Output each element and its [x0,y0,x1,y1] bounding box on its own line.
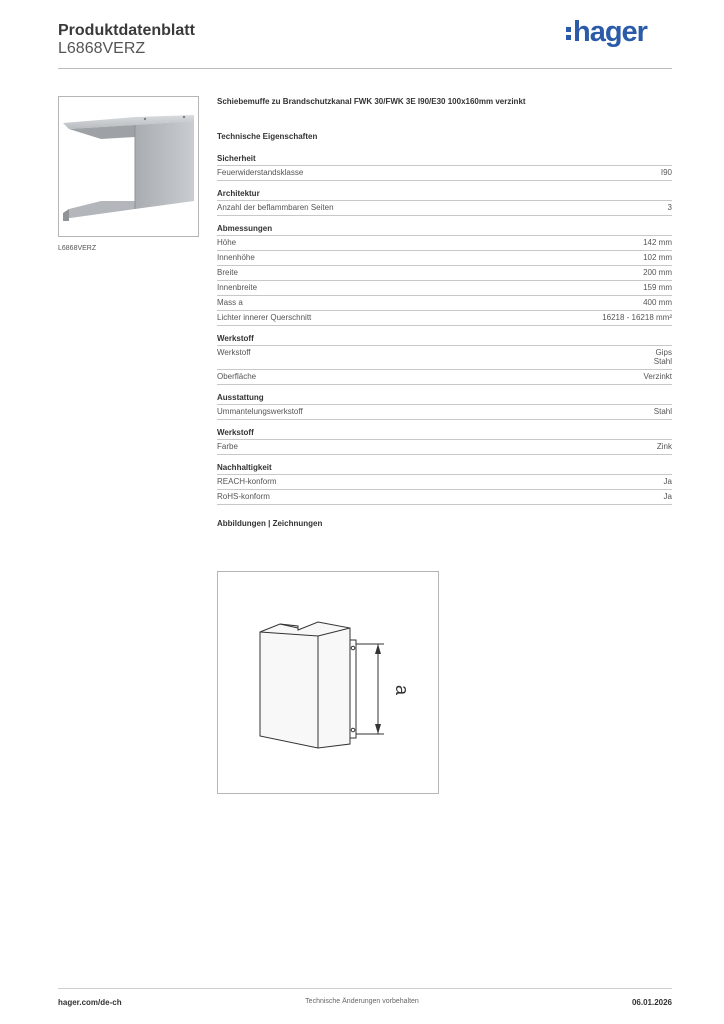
spec-value [602,313,672,322]
spec-label: Anzahl der beflammbaren Seiten [217,203,334,212]
spec-section [217,224,672,326]
spec-label: Lichter innerer Querschnitt [217,313,312,322]
spec-label: Mass a [217,298,243,307]
brand-logo[interactable] [566,16,647,49]
spec-row [217,236,672,251]
spec-value-line: Gips [655,348,672,357]
spec-value-line: Ja [663,477,672,486]
spec-value-line: 142 mm [643,238,672,247]
spec-value [643,283,672,292]
footer-date: 06.01.2026 [631,998,672,1007]
spec-label: Feuerwiderstandsklasse [217,168,304,177]
spec-label: Innenhöhe [217,253,255,262]
spec-label: Höhe [217,238,237,247]
spec-value-line: 200 mm [643,268,672,277]
logo-dots-icon [566,24,571,43]
spec-value [664,492,672,501]
page-title: Produktdatenblatt [58,22,195,39]
tech-properties-title: Technische Eigenschaften [217,132,318,141]
spec-section-title: Nachhaltigkeit [217,463,672,475]
spec-value-line: 159 mm [643,283,672,292]
spec-value-line: Stahl [653,407,672,416]
spec-value [654,407,672,416]
spec-section [217,154,672,181]
spec-section-title: Abmessungen [217,224,672,236]
spec-label: Ummantelungswerkstoff [217,407,303,416]
spec-value [664,477,672,486]
spec-row [217,251,672,266]
spec-section-title: Architektur [217,189,672,201]
spec-section [217,393,672,420]
spec-value-line: 102 mm [643,253,672,262]
spec-value-line: 16218 - 16218 mm² [602,313,672,322]
spec-row [217,296,672,311]
spec-section-title: Werkstoff [217,334,672,346]
spec-row [217,311,672,326]
spec-row [217,475,672,490]
spec-section [217,189,672,216]
spec-value [661,168,672,177]
spec-value [657,442,672,451]
spec-label: Werkstoff [217,348,251,357]
spec-value-line: Ja [663,492,672,501]
spec-row [217,490,672,505]
spec-label: Innenbreite [217,283,258,292]
spec-row [217,405,672,420]
product-photo [58,96,199,237]
technical-drawing [217,571,439,794]
spec-label: Farbe [217,442,238,451]
header-divider [58,68,672,69]
spec-row [217,440,672,455]
spec-row [217,370,672,385]
product-photo-image [59,97,198,236]
spec-sections [217,154,672,505]
spec-row [217,266,672,281]
product-description: Schiebemuffe zu Brandschutzkanal FWK 30/FWK 3E I90/E30 100x160mm verzinkt [217,97,526,106]
spec-value-line: 400 mm [643,298,672,307]
spec-section-title: Werkstoff [217,428,672,440]
footer-divider [58,988,672,989]
spec-row [217,201,672,216]
spec-value [643,268,672,277]
spec-label: Breite [217,268,238,277]
spec-value-line: I90 [660,168,672,177]
spec-value [643,238,672,247]
technical-drawing-image [218,572,438,793]
spec-label: RoHS-konform [217,492,270,501]
spec-value-line: 3 [667,203,672,212]
spec-section [217,334,672,385]
spec-row [217,281,672,296]
spec-value [654,348,672,366]
spec-label: REACH-konform [217,477,277,486]
logo-text: hager [573,16,647,48]
spec-value-line: Verzinkt [643,372,672,381]
spec-value [643,298,672,307]
product-code: L6868VERZ [58,40,146,57]
dimension-label: a [392,684,412,696]
spec-value [644,372,672,381]
spec-section [217,463,672,505]
footer-website-link[interactable]: hager.com/de-ch [58,998,122,1007]
photo-caption: L6868VERZ [58,245,97,252]
spec-label: Oberfläche [217,372,257,381]
spec-section-title: Sicherheit [217,154,672,166]
spec-value [668,203,672,212]
spec-row [217,346,672,370]
main-content [217,97,672,528]
spec-row [217,166,672,181]
spec-section-title: Ausstattung [217,393,672,405]
spec-value-line: Zink [656,442,672,451]
spec-value-line: Stahl [653,357,672,366]
spec-value [643,253,672,262]
footer-disclaimer: Technische Änderungen vorbehalten [305,998,419,1005]
spec-section [217,428,672,455]
images-title: Abbildungen | Zeichnungen [217,519,323,528]
